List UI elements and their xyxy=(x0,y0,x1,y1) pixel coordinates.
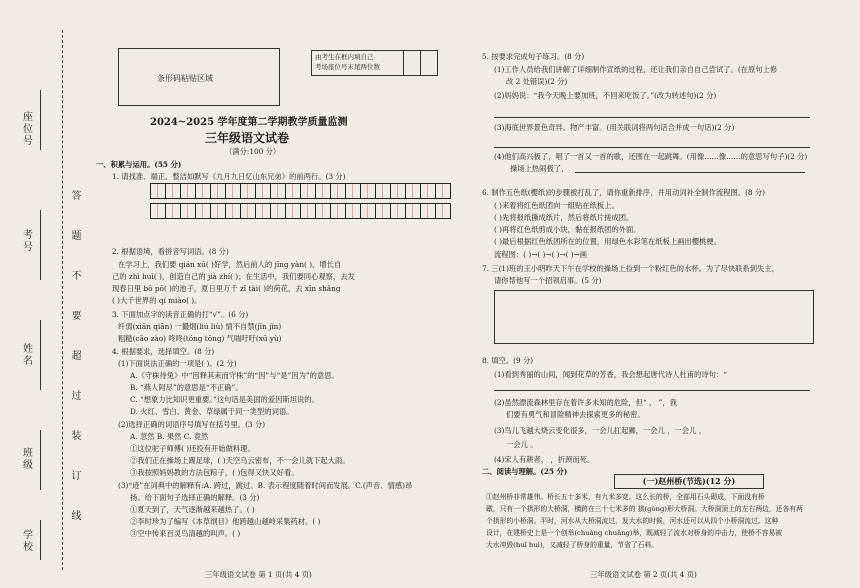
writing-grid-cell[interactable] xyxy=(435,203,451,219)
section-1-title: 一、积累与运用。(55 分) xyxy=(96,160,182,169)
writing-grid-cell[interactable] xyxy=(285,203,301,219)
cut-word: 装 xyxy=(69,430,80,440)
writing-grid-cell[interactable] xyxy=(270,183,286,199)
q4-3: (3)“迹”在词典中的解释有:A. 跨过，跳过。B. 表示程度随着时间而发展。C.(声音、情感)昂 xyxy=(118,481,413,490)
q6-step-2: ( )先将报纸撕成纸片，然后将纸片搓成团。 xyxy=(494,213,634,222)
q8-3-b: 一会儿 。 xyxy=(506,440,538,449)
writing-grid-cell[interactable] xyxy=(360,183,376,199)
exam-no-label: 座位号 xyxy=(23,112,33,147)
q4-1-d: D. 火红、雪白、黄金、草绿属于同一类型的词语。 xyxy=(130,407,294,416)
writing-grid-cell[interactable] xyxy=(165,183,181,199)
writing-grid-cell[interactable] xyxy=(420,203,436,219)
q2-line-1: 在学习上，我们要 qián xū( )好学，然后前人的 jīng yàn( )，增长自 xyxy=(118,260,342,269)
q8-3: (3)鸟儿飞越大烧云变化很多，一会儿扛起狮，一会儿 ，一会儿 ， xyxy=(494,426,706,435)
q4-2-a: ①这位驼子师傅( )还投有开始做料理。 xyxy=(130,444,255,453)
q4-1: (1)下面说法正确的一项是( )。(2 分) xyxy=(118,359,237,368)
q4-1-b: B. “燕人阿尽”的意思是“不正确”。 xyxy=(130,383,243,392)
seat-notice-2: 考场座位号末尾两位数 xyxy=(315,63,380,71)
q8-2: (2)虽然漂流森林里存在着许多未知的危险，但“ ， ”，我 xyxy=(494,398,677,407)
q4-1-c: C. “想象力比知识更重要。”这句话是美国的爱因斯坦说的。 xyxy=(130,395,319,404)
reading-para-2: 礅，只有一个拱形的大桥洞，横跨在三十七米多的 拱(gǒng)形大桥洞。大桥洞顶上的左右两边，还各有两 xyxy=(486,505,803,513)
subject-title: 三年级语文试卷 xyxy=(205,131,290,145)
writing-grid-cell[interactable] xyxy=(405,183,421,199)
writing-grid-cell[interactable] xyxy=(315,203,331,219)
writing-grid-cell[interactable] xyxy=(195,183,211,199)
section-2-title: 二、阅读与理解。(25 分) xyxy=(482,467,568,476)
writing-grid-cell[interactable] xyxy=(165,203,181,219)
page-1-footer: 三年级语文试卷 第 1 页(共 4 页) xyxy=(205,570,312,579)
name-label: 姓名 xyxy=(23,344,33,367)
writing-grid-cell[interactable] xyxy=(420,183,436,199)
q7: 7. 三(1)班的王小明昨天下午在学校的操场上捡到一个粉红色的水杯。为了尽快联系到失主， xyxy=(482,264,779,273)
school-label: 学校 xyxy=(23,530,33,553)
cut-word: 订 xyxy=(69,470,80,480)
writing-grid-cell[interactable] xyxy=(390,183,406,199)
q5-4: (4)他们高兴极了，唱了一首又一首的歌，还围在一起跳舞。(用像……像……的意思写句子)(2 分) xyxy=(494,152,808,161)
writing-grid-cell[interactable] xyxy=(255,203,271,219)
q6-step-4: ( )最后根据红色纸团所在的位置，用绿色水彩笔在纸板上画出樱桃梗。 xyxy=(494,237,721,246)
writing-grid-cell[interactable] xyxy=(285,183,301,199)
binding-margin xyxy=(0,30,85,570)
q4-3-b: 扬。给下面句子选择正确的解释。(3 分) xyxy=(130,493,260,502)
writing-grid-cell[interactable] xyxy=(255,183,271,199)
exam-no-line xyxy=(40,90,41,150)
writing-grid-cell[interactable] xyxy=(390,203,406,219)
q3-line-1: 纤弱(xiān qiān) 一撮烟(liú liù) 情不自禁(jīn jìn) xyxy=(118,322,282,331)
cut-word: 题 xyxy=(69,230,80,240)
student-id-line xyxy=(40,210,41,280)
writing-grid-cell[interactable] xyxy=(210,183,226,199)
page-2-footer: 三年级语文试卷 第 2 页(共 4 页) xyxy=(590,570,697,579)
q8-2-b: 们要有勇气和冒险精神去探索更多的秘密。 xyxy=(506,410,645,419)
q3: 3. 下面加点字的读音正确的打“√”。(6 分) xyxy=(112,310,249,319)
q4-3-d: ②李时珍为了编写《本草纲目》他跨越山越岭采集药材。( ) xyxy=(130,517,321,526)
writing-grid-cell[interactable] xyxy=(180,203,196,219)
reading-para-3: 个拱形的小桥洞。平时，河水从大桥洞流过，发大水的时候，河水还可以从四个小桥洞流过。这种 xyxy=(486,517,779,525)
barcode-area xyxy=(118,48,280,106)
lost-found-notice-box[interactable] xyxy=(494,290,814,344)
q5-2: (2)妈妈说：“我今天晚上要加班，不回来吃饭了。”(改为转述句)(2 分) xyxy=(494,91,717,100)
q1: 1. 请找准、端正、整洁如默写《九月九日忆山东兄弟》的前两行。(3 分) xyxy=(112,172,346,181)
q5-1-b: 改 2 处错误)(2 分) xyxy=(506,77,568,86)
class-label: 班级 xyxy=(23,448,33,471)
writing-grid-cell[interactable] xyxy=(180,183,196,199)
barcode-label: 条形码粘贴区域 xyxy=(157,74,213,83)
q5-4-b: 操场上热闹极了， xyxy=(510,164,569,173)
reading-para-5: 大水冲毁(huǐ huì)，又减轻了桥身的重量，节省了石料。 xyxy=(486,541,659,549)
writing-grid-cell[interactable] xyxy=(375,203,391,219)
q6-step-1: ( )来着将红色纸团向一组贴在纸板上。 xyxy=(494,201,619,210)
writing-grid-cell[interactable] xyxy=(240,183,256,199)
writing-grid-cell[interactable] xyxy=(330,203,346,219)
cut-word: 不 xyxy=(69,270,80,280)
writing-grid-cell[interactable] xyxy=(345,183,361,199)
q6: 6. 制作五色纸(樱纸)的步骤被打乱了，请你重新排序，并用动词补全制作流程图。(8 分) xyxy=(482,188,766,197)
q4-3-e: ③空中传来百灵鸟清越的叫声。( ) xyxy=(130,529,241,538)
q4-1-a: A.《守株待兔》中“因释其耒而守株”的“因”与“是”因为”的意思。 xyxy=(130,371,339,380)
q8-1: (1)看到秀丽的山间，闻到花草的芳香，我会想起唐代诗人杜甫的诗句：“ xyxy=(494,370,727,379)
q8-4: (4)宋人有耕者， ，折颈而死。 xyxy=(494,455,595,464)
writing-grid[interactable] xyxy=(150,183,450,221)
q2-line-4: ( )大千世界的 qí miào( )。 xyxy=(112,296,202,305)
q2-line-2: 己的 zhì huì( )，创造自己的 jià zhí( )；在生活中，我们要同心观察，去发 xyxy=(112,272,355,281)
writing-grid-cell[interactable] xyxy=(300,203,316,219)
q4-2-options: A. 忽然 B. 果然 C. 竟然 xyxy=(130,432,209,441)
q5-4-answer-line[interactable] xyxy=(575,172,805,173)
reading-para-1: ①赵州桥非常雄伟。桥长五十多米，有九米多宽。这么长的桥，全部用石头砌成，下面没有桥 xyxy=(486,493,765,501)
q2-line-3: 现春日里 bō pō( )的池子，夏日里万千 zǐ tài( )的荷花，去 xīn shǎng xyxy=(112,284,341,293)
q4-2: (2)选择正确的词语序号填写在括号里。(3 分) xyxy=(118,420,266,429)
cut-word: 要 xyxy=(69,310,80,320)
name-line xyxy=(40,320,41,390)
exam-title: 2024~2025 学年度第二学期教学质量监测 xyxy=(150,117,348,128)
reading-para-4: 设计，在建桥史上是一个创举(chuàng chuǎng)举，既减轻了流水对桥身的冲击力，使桥不容易被 xyxy=(486,529,783,537)
writing-grid-cell[interactable] xyxy=(435,183,451,199)
writing-grid-cell[interactable] xyxy=(150,183,166,199)
school-line xyxy=(40,520,41,560)
q8: 8. 填空。(9 分) xyxy=(482,356,534,365)
writing-grid-cell[interactable] xyxy=(195,203,211,219)
writing-grid-cell[interactable] xyxy=(300,183,316,199)
q5-3-answer-line[interactable] xyxy=(494,147,810,148)
writing-grid-cell[interactable] xyxy=(405,203,421,219)
full-score: （满分:100 分） xyxy=(225,147,281,156)
writing-grid-cell[interactable] xyxy=(150,203,166,219)
seat-notice-1: 由考生在框内填自己 xyxy=(315,53,374,61)
q2: 2. 根据语境，看拼音写词语。(8 分) xyxy=(112,247,229,256)
q4-3-c: ①夏天到了，天气逐渐越来越热了。( ) xyxy=(130,505,255,514)
q3-line-2: 粗糙(cāo zào) 咚咚(tóng tōng) 气喘吁吁(xū yù) xyxy=(118,334,282,343)
seat-number-box[interactable] xyxy=(311,50,438,76)
writing-grid-cell[interactable] xyxy=(345,203,361,219)
q5-3: (3)海底世界景色奇异。物产丰富。(用关联词将两句话合并成一句话)(2 分) xyxy=(494,123,735,132)
q7-b: 请你帮他写一个招领启事。(5 分) xyxy=(494,276,602,285)
binding-line xyxy=(62,30,63,570)
q8-1-answer-line[interactable] xyxy=(494,390,810,391)
q6-step-3: ( )再将红色纸剪成小块，黏在报纸团的外面。 xyxy=(494,225,641,234)
q4: 4. 根据要求，选择填空。(8 分) xyxy=(112,347,215,356)
class-line xyxy=(40,430,41,490)
writing-grid-cell[interactable] xyxy=(225,203,241,219)
student-id-label: 考号 xyxy=(23,230,33,253)
writing-grid-cell[interactable] xyxy=(330,183,346,199)
q5: 5. 按要求完成句子练习。(8 分) xyxy=(482,52,585,61)
writing-grid-cell[interactable] xyxy=(225,183,241,199)
writing-grid-cell[interactable] xyxy=(270,203,286,219)
cut-word: 过 xyxy=(69,390,80,400)
q4-2-b: ②我们正在操场上踢足球，( )天空乌云密布，不一会儿就下起大雨。 xyxy=(130,456,350,465)
q4-2-c: ③我按照妈妈教的方法包粽子，( )包得又快又好看。 xyxy=(130,468,299,477)
writing-grid-cell[interactable] xyxy=(210,203,226,219)
reading-title: (一)赵州桥(节选)(12 分) xyxy=(614,474,764,489)
writing-grid-cell[interactable] xyxy=(240,203,256,219)
cut-word: 答 xyxy=(69,190,80,200)
cut-word: 超 xyxy=(69,350,80,360)
writing-grid-cell[interactable] xyxy=(315,183,331,199)
q5-2-answer-line[interactable] xyxy=(494,117,810,118)
q5-1: (1)工作人员给我们讲解了详细制作宣纸的过程，还让我们亲自自己尝试了。(在原句上修 xyxy=(494,65,778,74)
cut-word: 线 xyxy=(69,510,80,520)
q6-flowchart: 流程图：( )→( )→( )→( )→画 xyxy=(494,250,587,259)
writing-grid-cell[interactable] xyxy=(375,183,391,199)
writing-grid-cell[interactable] xyxy=(360,203,376,219)
